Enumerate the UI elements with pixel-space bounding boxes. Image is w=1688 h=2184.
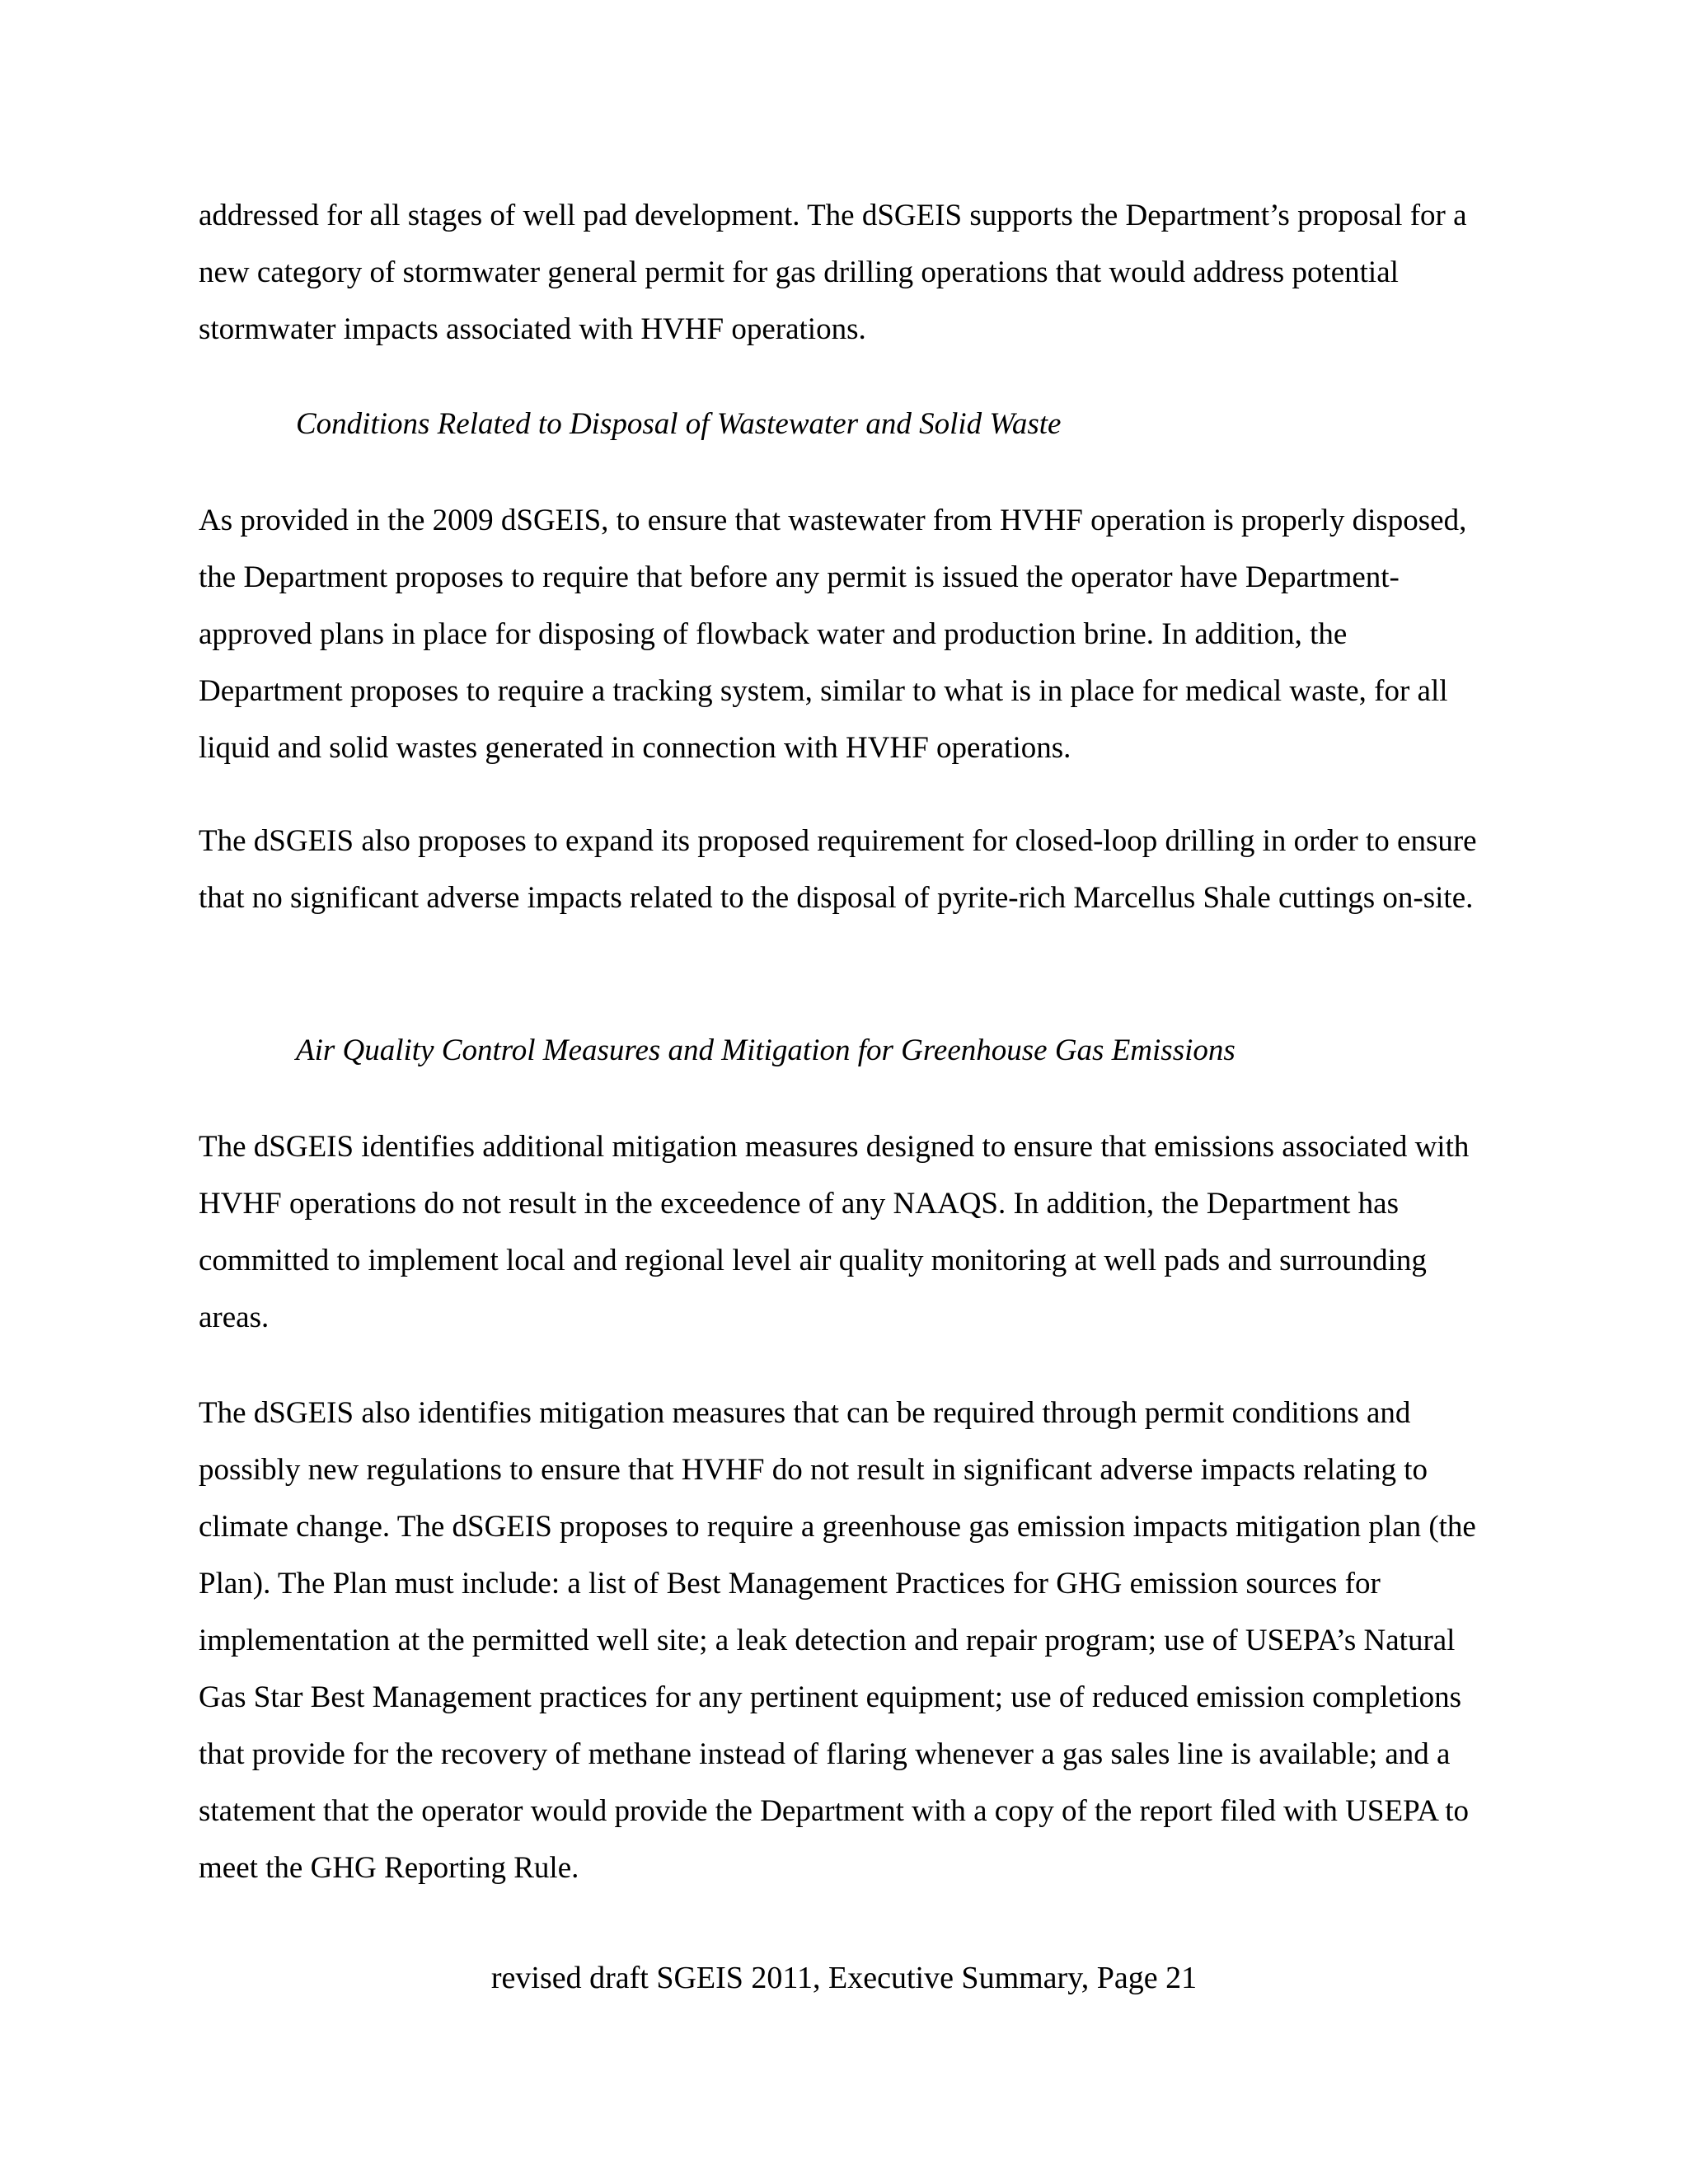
paragraph-air-quality-mitigation: The dSGEIS identifies additional mitigation measures designed to ensure that emissions associated with HVHF operations do not result in the exceedence of any NAAQS. In addition, the Department has committed to implement local and regional level air quality monitoring at well pads and surrounding areas.	[199, 1130, 1470, 1334]
page-footer: revised draft SGEIS 2011, Executive Summary, Page 21	[490, 1961, 1198, 1995]
paragraph-ghg-mitigation-plan: The dSGEIS also identifies mitigation measures that can be required through permit conditions and possibly new regulations to ensure that HVHF do not result in significant adverse impacts relating to climate change. The dSGEIS proposes to require a greenhouse gas emission impacts mitigation plan (the Plan). The Plan must include: a list of Best Management Practices for GHG emission sources for implementation at the permitted well site; a leak detection and repair program; use of USEPA’s Natural Gas Star Best Management practices for any pertinent equipment; use of reduced emission completions that provide for the recovery of methane instead of flaring whenever a gas sales line is available; and a statement that the operator would provide the Department with a copy of the report filed with USEPA to meet the GHG Reporting Rule.	[199, 1396, 1476, 1885]
paragraph-wastewater-disposal: As provided in the 2009 dSGEIS, to ensure that wastewater from HVHF operation is properly disposed, the Department proposes to require that before any permit is issued the operator have Department-approved plans in place for disposing of flowback water and production brine. In addition, the Department proposes to require a tracking system, similar to what is in place for medical waste, for all liquid and solid wastes generated in connection with HVHF operations.	[199, 504, 1467, 765]
section-heading-wastewater-disposal: Conditions Related to Disposal of Wastewater and Solid Waste	[296, 407, 1062, 441]
section-heading-air-quality: Air Quality Control Measures and Mitigation for Greenhouse Gas Emissions	[296, 1033, 1236, 1067]
paragraph-stormwater-permit: addressed for all stages of well pad development. The dSGEIS supports the Department’s proposal for a new category of stormwater general permit for gas drilling operations that would address potential stormwater impacts associated with HVHF operations.	[199, 199, 1467, 346]
paragraph-closed-loop-drilling: The dSGEIS also proposes to expand its proposed requirement for closed-loop drilling in order to ensure that no significant adverse impacts related to the disposal of pyrite-rich Marcellus Shale cuttings on-site.	[199, 824, 1477, 915]
